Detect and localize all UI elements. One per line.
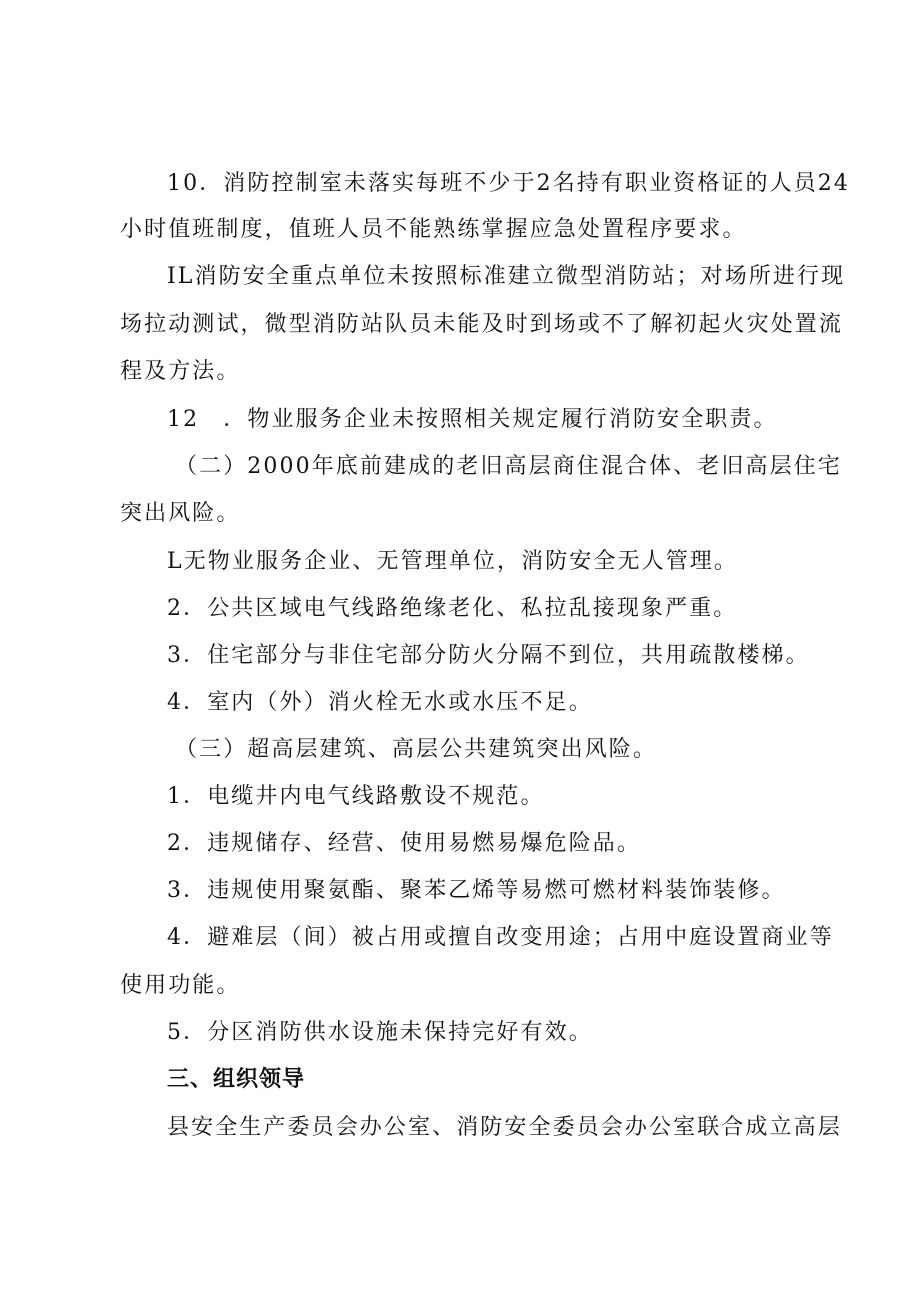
text-line: IL消防安全重点单位未按照标准建立微型消防站；对场所进行现: [167, 264, 846, 289]
text-line: 程及方法。: [120, 359, 241, 384]
text-line: 12 ．物业服务企业未按照相关规定履行消防安全职责。: [167, 407, 778, 432]
text-line: 1．电缆井内电气线路敷设不规范。: [167, 784, 545, 809]
text-line: L无物业服务企业、无管理单位，消防安全无人管理。: [167, 549, 739, 574]
text-line: 4．室内（外）消火栓无水或水压不足。: [167, 690, 593, 715]
text-line: 2．公共区域电气线路绝缘老化、私拉乱接现象严重。: [167, 596, 738, 621]
text-line: 场拉动测试，微型消防站队员未能及时到场或不了解初起火灾处置流: [120, 312, 844, 337]
text-line: 10．消防控制室未落实每班不少于2名持有职业资格证的人员24: [167, 171, 850, 196]
text-line: 4．避难层（间）被占用或擅自改变用途；占用中庭设置商业等: [167, 925, 834, 950]
text-line: （二）2000年底前建成的老旧高层商住混合体、老旧高层住宅: [175, 454, 842, 479]
text-line: 使用功能。: [120, 973, 241, 998]
text-line: 3．住宅部分与非住宅部分防火分隔不到位，共用疏散楼梯。: [167, 643, 810, 668]
text-line: 5．分区消防供水设施未保持完好有效。: [167, 1020, 593, 1045]
text-line: 县安全生产委员会办公室、消防安全委员会办公室联合成立高层: [167, 1115, 842, 1140]
text-line: 突出风险。: [120, 501, 241, 526]
text-line: 小时值班制度，值班人员不能熟练掌握应急处置程序要求。: [120, 217, 747, 242]
text-line: （三）超高层建筑、高层公共建筑突出风险。: [175, 737, 658, 762]
text-line: 2．违规储存、经营、使用易燃易爆危险品。: [167, 831, 641, 856]
text-line: 3．违规使用聚氨酯、聚苯乙烯等易燃可燃材料装饰装修。: [167, 878, 786, 903]
section-heading: 三、组织领导: [167, 1067, 306, 1092]
